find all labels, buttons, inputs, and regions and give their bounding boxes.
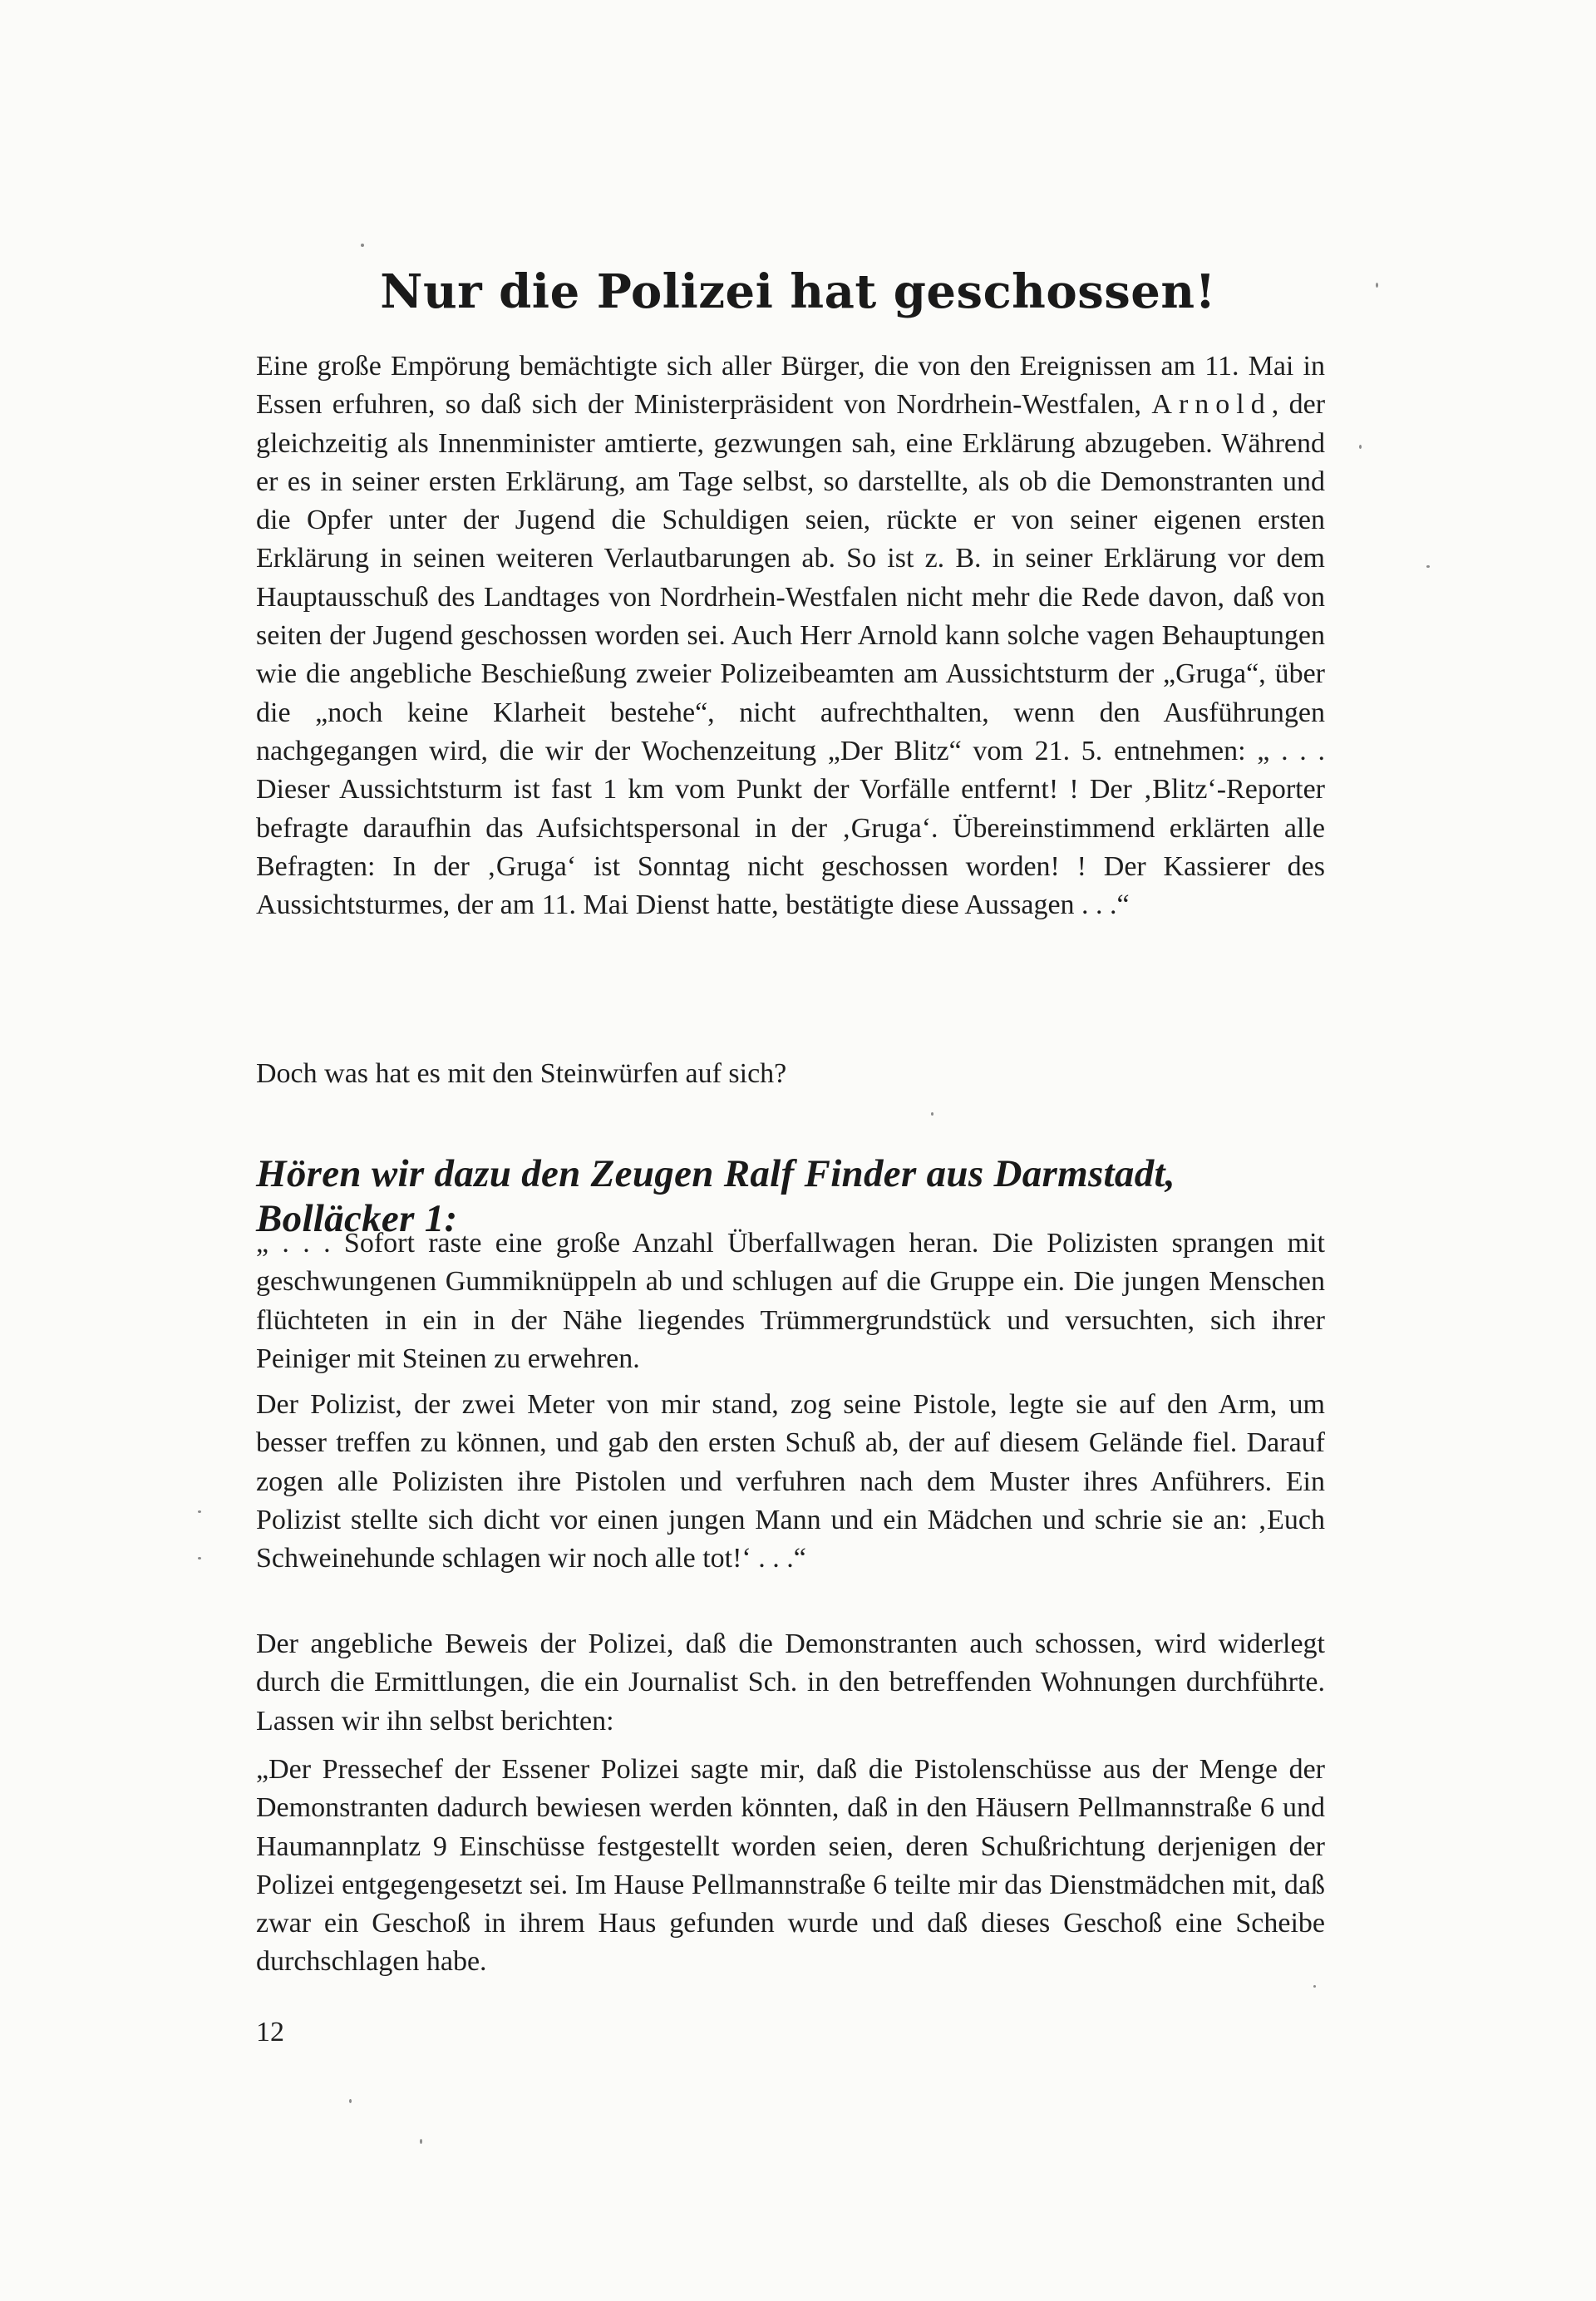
quote-paragraph-1: „ . . . Sofort raste eine große Anzahl Überfallwagen heran. Die Polizisten sprangen mit geschwungenen Gummiknüppeln ab und schlugen auf die Gruppe ein. Die jungen Menschen flüchteten in ein in der Nähe liegendes Trümmergrundstück und versuchten, sich ihrer Peiniger mit Steinen zu erwehren. — [256, 1228, 1325, 1374]
scan-speck — [420, 2139, 422, 2144]
section-heading: Hören wir dazu den Zeugen Ralf Finder aus Darmstadt, Bolläcker 1: — [256, 1152, 1175, 1240]
page-title: Nur die Polizei hat geschossen! — [380, 264, 1216, 319]
paragraph-question: Doch was hat es mit den Steinwürfen auf sich? — [256, 1058, 787, 1089]
scan-speck — [1313, 1985, 1316, 1988]
scan-speck — [1426, 565, 1430, 568]
scan-speck — [198, 1557, 201, 1559]
page-number: 12 — [256, 2017, 284, 2047]
paragraph-evidence: Der angebliche Beweis der Polizei, daß die Demonstranten auch schossen, wird widerlegt durch die Ermittlungen, die ein Journalist Sch. in den betreffenden Wohnungen durchführte. Lassen wir ihn selbst berichten: — [256, 1628, 1325, 1737]
scan-speck — [931, 1112, 933, 1116]
scan-speck — [1359, 445, 1362, 449]
paragraph-intro — [256, 347, 1325, 924]
scan-speck — [1376, 283, 1378, 288]
scan-speck — [349, 2099, 352, 2103]
scan-speck — [198, 1510, 201, 1513]
name-arnold: Arnold — [1151, 389, 1272, 421]
paragraph-intro-rest: , der gleichzeitig als Innenminister amtierte, gezwungen sah, eine Erklärung abzugeben. Während er es in seiner ersten Erklärung, am Tage selbst, so darstellte, als ob die Demonstranten und die Opfer unter der Jugend die Schuldigen seien, rückte er von seiner eigenen ersten Erklärung in seinen weiteren Verlautbarungen ab. So ist z. B. in seiner Erklärung vor dem Hauptausschuß des Landtages von Nordrhein-Westfalen nicht mehr die Rede davon, daß von seiten der Jugend geschossen worden sei. Auch Herr Arnold kann solche vagen Behauptungen wie die angebliche Beschießung zweier Polizeibeamten am Aussichtsturm der „Gruga“, über die „noch keine Klarheit bestehe“, nicht aufrechthalten, wenn den Ausführungen nachgegangen wird, die wir der Wochenzeitung „Der Blitz“ vom 21. 5. entnehmen: „ . . . Dieser Aussichtsturm ist fast 1 km vom Punkt der Vorfälle entfernt! ! Der ‚Blitz‘-Reporter befragte daraufhin das Aufsichtspersonal in der ‚Gruga‘. Übereinstimmend erklärten alle Befragten: In der ‚Gruga‘ ist Sonntag nicht geschossen worden! ! Der Kassierer des Aussichtsturmes, der am 11. Mai Dienst hatte, bestätigte diese Aussagen . . .“ — [256, 389, 1326, 921]
paragraph-intro-start: Eine große Empörung bemächtigte sich aller Bürger, die von den Ereignissen am 11. Mai in Essen erfuhren, so daß sich der Ministerpräsident von Nordrhein-Westfalen, — [256, 351, 1325, 421]
scan-speck — [361, 244, 364, 247]
paragraph-press-chief: „Der Pressechef der Essener Polizei sagte mir, daß die Pistolenschüsse aus der Menge der Demonstranten dadurch bewiesen werden könnten, daß in den Häusern Pellmannstraße 6 und Haumannplatz 9 Einschüsse festgestellt worden seien, deren Schußrichtung derjenigen der Polizei entgegengesetzt sei. Im Hause Pellmannstraße 6 teilte mir das Dienstmädchen mit, daß zwar ein Geschoß in ihrem Haus gefunden wurde und daß dieses Geschoß eine Scheibe durchschlagen habe. — [256, 1754, 1325, 1978]
quote-paragraph-2: Der Polizist, der zwei Meter von mir stand, zog seine Pistole, legte sie auf den Arm, um besser treffen zu können, und gab den ersten Schuß ab, der auf diesem Gelände fiel. Darauf zogen alle Polizisten ihre Pistolen und verfuhren nach dem Muster ihres Anführers. Ein Polizist stellte sich dicht vor einen jungen Mann und ein Mädchen und schrie sie an: ‚Euch Schweinehunde schlagen wir noch alle tot!‘ . . .“ — [256, 1389, 1325, 1574]
